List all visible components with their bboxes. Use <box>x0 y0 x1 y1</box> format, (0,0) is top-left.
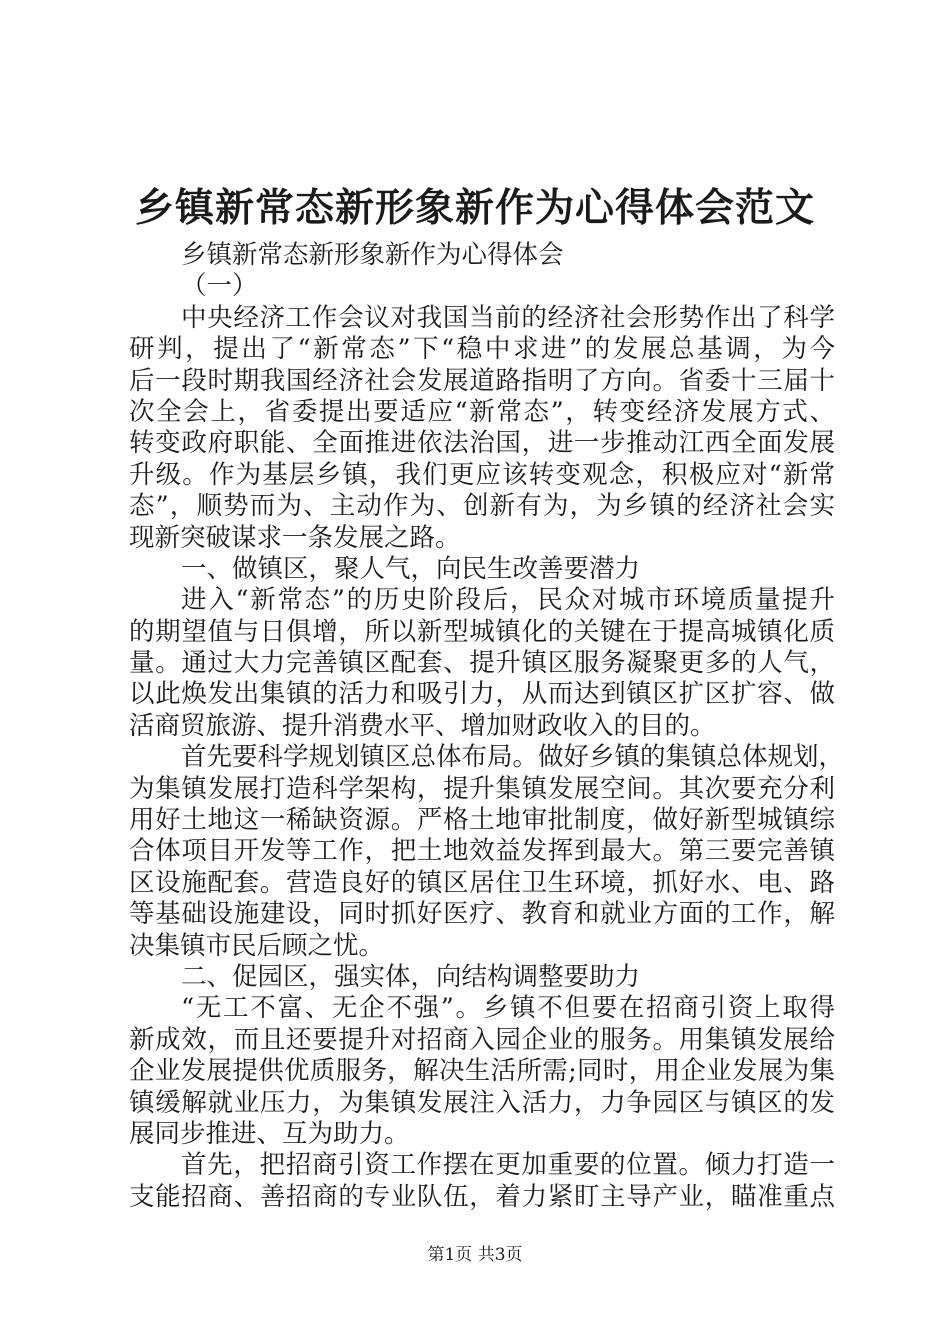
page-footer: 第1页 共3页 <box>427 1245 523 1265</box>
text-line: 展同步推进、互为助力。 <box>129 1118 410 1149</box>
text-line: 企业发展提供优质服务，解决生活所需;同时，用企业发展为集 <box>129 1056 835 1087</box>
text-line: 转变政府职能、全面推进依法治国，进一步推动江西全面发展 <box>129 428 835 459</box>
text-line: 升级。作为基层乡镇，我们更应该转变观念，积极应对“新常 <box>129 459 835 490</box>
text-line: 以此焕发出集镇的活力和吸引力，从而达到镇区扩区扩容、做 <box>129 679 835 710</box>
text-line: “无工不富、无企不强”。乡镇不但要在招商引资上取得 <box>181 993 835 1024</box>
document-body <box>129 240 845 1213</box>
text-line: 次全会上，省委提出要适应“新常态”，转变经济发展方式、 <box>129 396 835 427</box>
text-line: 支能招商、善招商的专业队伍，着力紧盯主导产业，瞄准重点 <box>129 1181 835 1212</box>
text-line: 进入“新常态”的历史阶段后，民众对城市环境质量提升 <box>181 585 835 616</box>
text-line: 区设施配套。营造良好的镇区居住卫生环境，抓好水、电、路 <box>129 867 835 898</box>
text-line: 用好土地这一稀缺资源。严格土地审批制度，做好新型城镇综 <box>129 805 835 836</box>
text-line: 研判，提出了“新常态”下“稳中求进”的发展总基调，为今 <box>129 334 835 365</box>
text-line: 的期望值与日俱增，所以新型城镇化的关键在于提高城镇化质 <box>129 616 835 647</box>
text-line: 镇缓解就业压力，为集镇发展注入活力，力争园区与镇区的发 <box>129 1087 835 1118</box>
text-line: 态”，顺势而为、主动作为、创新有为，为乡镇的经济社会实 <box>129 491 835 522</box>
document-title: 乡镇新常态新形象新作为心得体会范文 <box>134 185 815 231</box>
text-line: 新成效，而且还要提升对招商入园企业的服务。用集镇发展给 <box>129 1024 835 1055</box>
text-line: 现新突破谋求一条发展之路。 <box>129 522 461 553</box>
text-line: 一、做镇区，聚人气，向民生改善要潜力 <box>181 553 641 584</box>
text-line: 中央经济工作会议对我国当前的经济社会形势作出了科学 <box>181 302 835 333</box>
text-line: （一） <box>181 271 258 302</box>
text-line: 决集镇市民后顾之忧。 <box>129 930 385 961</box>
text-line: 乡镇新常态新形象新作为心得体会 <box>181 240 564 270</box>
text-line: 合体项目开发等工作，把土地效益发挥到最大。第三要完善镇 <box>129 836 835 867</box>
text-line: 二、促园区，强实体，向结构调整要助力 <box>181 961 641 992</box>
text-line: 后一段时期我国经济社会发展道路指明了方向。省委十三届十 <box>129 365 835 396</box>
text-line: 首先，把招商引资工作摆在更加重要的位置。倾力打造一 <box>181 1150 835 1181</box>
text-line: 量。通过大力完善镇区配套、提升镇区服务凝聚更多的人气， <box>129 648 835 679</box>
text-line: 为集镇发展打造科学架构，提升集镇发展空间。其次要充分利 <box>129 773 835 804</box>
text-line: 活商贸旅游、提升消费水平、增加财政收入的目的。 <box>129 710 716 741</box>
text-line: 等基础设施建设，同时抓好医疗、教育和就业方面的工作，解 <box>129 899 835 930</box>
text-line: 首先要科学规划镇区总体布局。做好乡镇的集镇总体规划， <box>181 742 845 773</box>
